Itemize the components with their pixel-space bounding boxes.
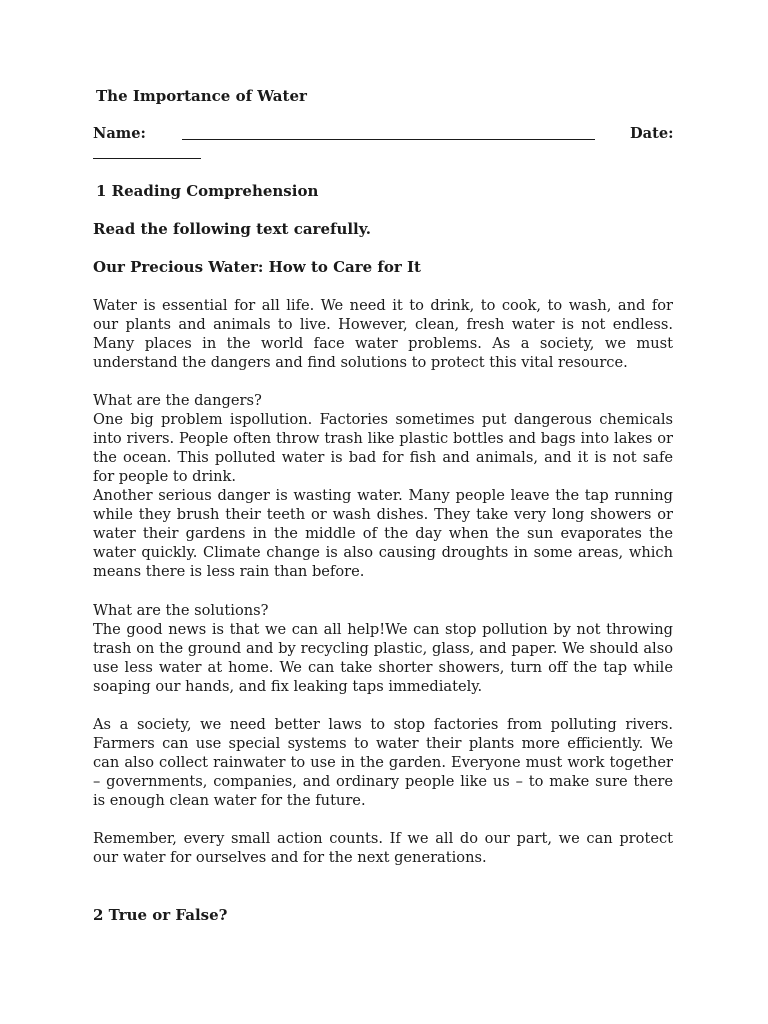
- question-dangers: What are the dangers?: [93, 392, 262, 409]
- reading-text-title: Our Precious Water: How to Care for It: [93, 258, 421, 276]
- section2-heading: 2 True or False?: [93, 906, 228, 924]
- paragraph-pollution: One big problem ispollution. Factories sometimes put dangerous chemicals into rivers. People often throw trash like plastic bottles and bags into lakes or the ocean. This polluted water is bad for fish and animals, and it is not safe for people to drink.: [93, 411, 673, 485]
- question-solutions: What are the solutions?: [93, 602, 269, 619]
- name-blank-field[interactable]: [182, 139, 595, 140]
- paragraph-conclusion: Remember, every small action counts. If we all do our part, we can protect our water for ourselves and for the next generations.: [93, 830, 673, 866]
- date-blank-field[interactable]: [93, 158, 201, 159]
- name-label: Name:: [93, 125, 146, 142]
- paragraph-society: As a society, we need better laws to stop factories from polluting rivers. Farmers can use special systems to water their plants more efficiently. We can also collect rainwater to use in the garden. Everyone must work together – governments, companies, and ordinary people like us – to make sure there is enough clean water for the future.: [93, 716, 673, 809]
- worksheet-title: The Importance of Water: [96, 87, 307, 105]
- paragraph-good-news: The good news is that we can all help!We can stop pollution by not throwing trash on the ground and by recycling plastic, glass, and paper. We should also use less water at home. We can take shorter showers, turn off the tap while soaping our hands, and fix leaking taps immediately.: [93, 621, 673, 695]
- paragraph-wasting-water: Another serious danger is wasting water. Many people leave the tap running while they brush their teeth or wash dishes. They take very long showers or water their gardens in the middle of the day when the sun evaporates the water quickly. Climate change is also causing droughts in some areas, which means there is less rain than before.: [93, 487, 673, 580]
- date-label: Date:: [630, 125, 674, 142]
- instruction-text: Read the following text carefully.: [93, 220, 371, 238]
- section1-heading: 1 Reading Comprehension: [96, 182, 319, 200]
- paragraph-introduction: Water is essential for all life. We need it to drink, to cook, to wash, and for our plants and animals to live. However, clean, fresh water is not endless. Many places in the world face water problems. As a society, we must understand the dangers and find solutions to protect this vital resource.: [93, 297, 673, 371]
